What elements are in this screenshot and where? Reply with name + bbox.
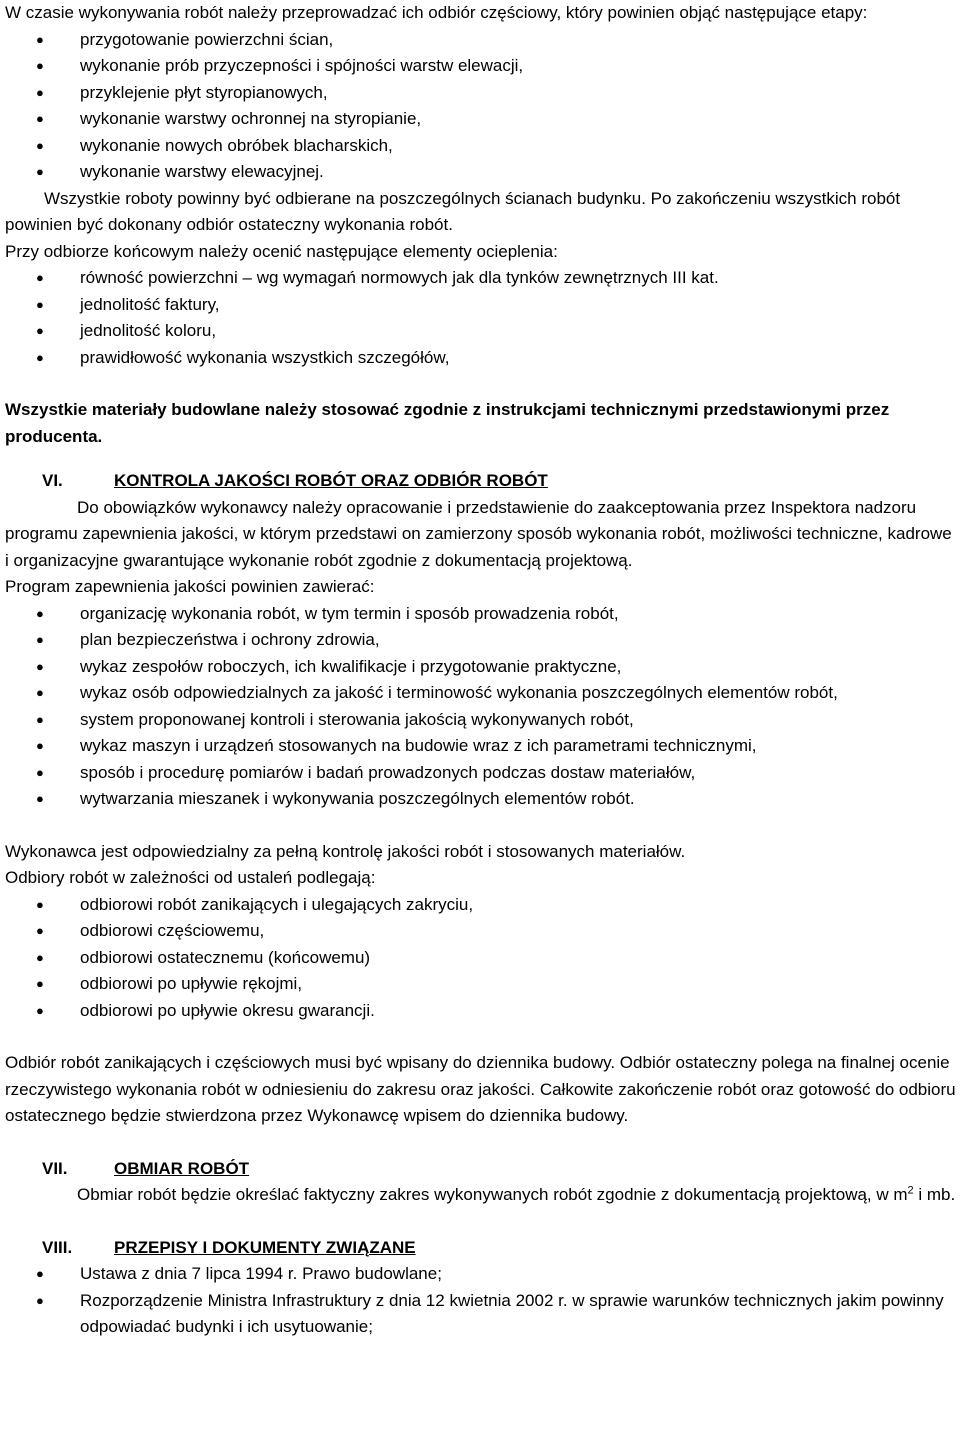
measurement-paragraph: Obmiar robót będzie określać faktyczny zakres wykonywanych robót zgodnie z dokumentacją projektową, w $m^2$ i mb. xyxy=(77,1184,956,1204)
section-heading-8 xyxy=(5,1235,956,1262)
list-item-text: odbiorowi po upływie okresu gwarancji. xyxy=(80,1000,375,1020)
list-item xyxy=(5,80,956,107)
list-item xyxy=(5,760,956,787)
materials-note: Wszystkie materiały budowlane należy stosować zgodnie z instrukcjami technicznymi przedstawionymi przez producenta. xyxy=(5,400,890,446)
bullet-icon: ● xyxy=(36,658,44,674)
list-item-text: wykonanie prób przyczepności i spójności warstw elewacji, xyxy=(80,56,524,75)
section-number: VIII. xyxy=(42,1237,73,1257)
list-item xyxy=(5,1288,956,1341)
bullet-icon: ● xyxy=(36,711,44,727)
list-item xyxy=(5,627,956,654)
list-item xyxy=(5,654,956,681)
list-item xyxy=(5,106,956,133)
list-item xyxy=(5,733,956,760)
list-item-text: organizację wykonania robót, w tym termin i sposób prowadzenia robót, xyxy=(80,603,619,623)
list-item-text: odbiorowi po upływie rękojmi, xyxy=(80,974,303,993)
list-item-text: wykonanie nowych obróbek blacharskich, xyxy=(80,135,393,155)
list-item xyxy=(5,53,956,80)
list-item-text: odbiorowi częściowemu, xyxy=(80,921,265,940)
list-item-text: odbiorowi robót zanikających i ulegających zakryciu, xyxy=(80,894,474,914)
list-item-text: Ustawa z dnia 7 lipca 1994 r. Prawo budowlane; xyxy=(80,1264,442,1283)
final-items-list xyxy=(5,265,956,371)
list-item-text: system proponowanej kontroli i sterowania jakością wykonywanych robót, xyxy=(80,709,634,729)
section-number: VI. xyxy=(42,471,63,490)
list-item-text: wytwarzania mieszanek i wykonywania poszczególnych elementów robót. xyxy=(80,789,635,808)
list-item xyxy=(5,601,956,628)
bullet-icon: ● xyxy=(36,976,44,991)
bullet-icon: ● xyxy=(36,296,44,312)
bullet-icon: ● xyxy=(36,605,44,621)
list-item xyxy=(5,133,956,160)
intro-paragraph: W czasie wykonywania robót należy przeprowadzać ich odbiór częściowy, który powinien objąć następujące etapy: xyxy=(5,3,868,22)
final-acceptance-paragraph: Odbiór robót zanikających i częściowych musi być wpisany do dziennika budowy. Odbiór ostateczny polega na finalnej ocenie rzeczywistego wykonania robót w odniesieniu do zakresu oraz jakości. Całkowite zakończenie robót oraz gotowość do odbioru ostatecznego będzie stwierdzona przez Wykonawcę wpisem do dziennika budowy. xyxy=(5,1053,956,1125)
bullet-icon: ● xyxy=(36,270,44,285)
bullet-icon: ● xyxy=(36,111,44,126)
list-item xyxy=(5,345,956,372)
list-item xyxy=(5,998,956,1025)
list-item-text: wykaz osób odpowiedzialnych za jakość i terminowość wykonania poszczególnych elementów robót, xyxy=(80,683,838,702)
bullet-icon: ● xyxy=(36,949,44,965)
list-item xyxy=(5,159,956,186)
bullet-icon: ● xyxy=(36,764,44,780)
section-title: KONTROLA JAKOŚCI ROBÓT ORAZ ODBIÓR ROBÓT xyxy=(114,471,548,490)
list-item xyxy=(5,945,956,972)
bullet-icon: ● xyxy=(36,323,44,338)
bullet-icon: ● xyxy=(36,137,44,153)
list-item-text: wykonanie warstwy elewacyjnej. xyxy=(80,162,324,181)
program-items-list xyxy=(5,601,956,813)
bullet-icon: ● xyxy=(36,923,44,938)
bullet-icon: ● xyxy=(36,1266,44,1281)
section-title: OBMIAR ROBÓT xyxy=(114,1158,250,1178)
final-eval-paragraph: Przy odbiorze końcowym należy ocenić następujące elementy ocieplenia: xyxy=(5,241,558,261)
list-item-text: równość powierzchni – wg wymagań normowych jak dla tynków zewnętrznych III kat. xyxy=(80,268,719,287)
program-intro-paragraph: Program zapewnienia jakości powinien zawierać: xyxy=(5,577,375,596)
contractor-duties-paragraph: Do obowiązków wykonawcy należy opracowanie i przedstawienie do zaakceptowania przez Inspektora nadzoru programu zapewnienia jakości, w którym przedstawi on zamierzony sposób wykonania robót, możliwości techniczne, kadrowe i organizacyjne gwarantujące wykonanie robót zgodnie z dokumentacją projektową. xyxy=(5,497,952,570)
list-item xyxy=(5,918,956,945)
list-item-text: wykonanie warstwy ochronnej na styropianie, xyxy=(80,109,422,128)
list-item-text: odbiorowi ostatecznemu (końcowemu) xyxy=(80,947,371,967)
list-item-text: Rozporządzenie Ministra Infrastruktury z dnia 12 kwietnia 2002 r. w sprawie warunków technicznych jakim powinny odpowiadać budynki i ich usytuowanie; xyxy=(80,1290,944,1336)
odbiory-list xyxy=(5,892,956,1025)
odbiory-intro-paragraph: Odbiory robót w zależności od ustaleń podlegają: xyxy=(5,868,376,887)
section-heading-6 xyxy=(5,468,956,495)
list-item xyxy=(5,680,956,707)
list-item-text: jednolitość faktury, xyxy=(80,294,220,314)
list-item xyxy=(5,265,956,292)
list-item xyxy=(5,292,956,319)
list-item-text: wykaz zespołów roboczych, ich kwalifikacje i przygotowanie praktyczne, xyxy=(80,656,622,676)
list-item xyxy=(5,1261,956,1288)
list-item-text: sposób i procedurę pomiarów i badań prowadzonych podczas dostaw materiałów, xyxy=(80,762,696,782)
list-item xyxy=(5,971,956,998)
list-item-text: przygotowanie powierzchni ścian, xyxy=(80,29,334,49)
section-number: VII. xyxy=(42,1158,68,1178)
list-item-text: jednolitość koloru, xyxy=(80,321,217,340)
bullet-icon: ● xyxy=(36,791,44,806)
bullet-icon: ● xyxy=(36,164,44,179)
responsibility-paragraph: Wykonawca jest odpowiedzialny za pełną kontrolę jakości robót i stosowanych materiałów. xyxy=(5,841,686,861)
list-item-text: plan bezpieczeństwa i ochrony zdrowia, xyxy=(80,630,380,649)
list-item xyxy=(5,892,956,919)
section-title: PRZEPISY I DOKUMENTY ZWIĄZANE xyxy=(114,1237,416,1257)
list-item-text: przyklejenie płyt styropianowych, xyxy=(80,82,328,102)
bullet-icon: ● xyxy=(36,31,44,47)
bullet-icon: ● xyxy=(36,1292,44,1308)
all-works-paragraph: Wszystkie roboty powinny być odbierane na poszczególnych ścianach budynku. Po zakończeniu wszystkich robót powinien być dokonany odbiór ostateczny wykonania robót. xyxy=(5,188,901,234)
stages-list xyxy=(5,27,956,186)
list-item xyxy=(5,786,956,813)
list-item xyxy=(5,707,956,734)
bullet-icon: ● xyxy=(36,58,44,73)
list-item-text: prawidłowość wykonania wszystkich szczegółów, xyxy=(80,347,450,367)
bullet-icon: ● xyxy=(36,349,44,365)
bullet-icon: ● xyxy=(36,1002,44,1018)
bullet-icon: ● xyxy=(36,896,44,912)
bullet-icon: ● xyxy=(36,632,44,647)
section-heading-7 xyxy=(5,1156,956,1183)
list-item xyxy=(5,27,956,54)
bullet-icon: ● xyxy=(36,84,44,100)
regulations-list xyxy=(5,1261,956,1341)
bullet-icon: ● xyxy=(36,685,44,700)
bullet-icon: ● xyxy=(36,738,44,753)
list-item-text: wykaz maszyn i urządzeń stosowanych na budowie wraz z ich parametrami technicznymi, xyxy=(80,736,757,755)
list-item xyxy=(5,318,956,345)
